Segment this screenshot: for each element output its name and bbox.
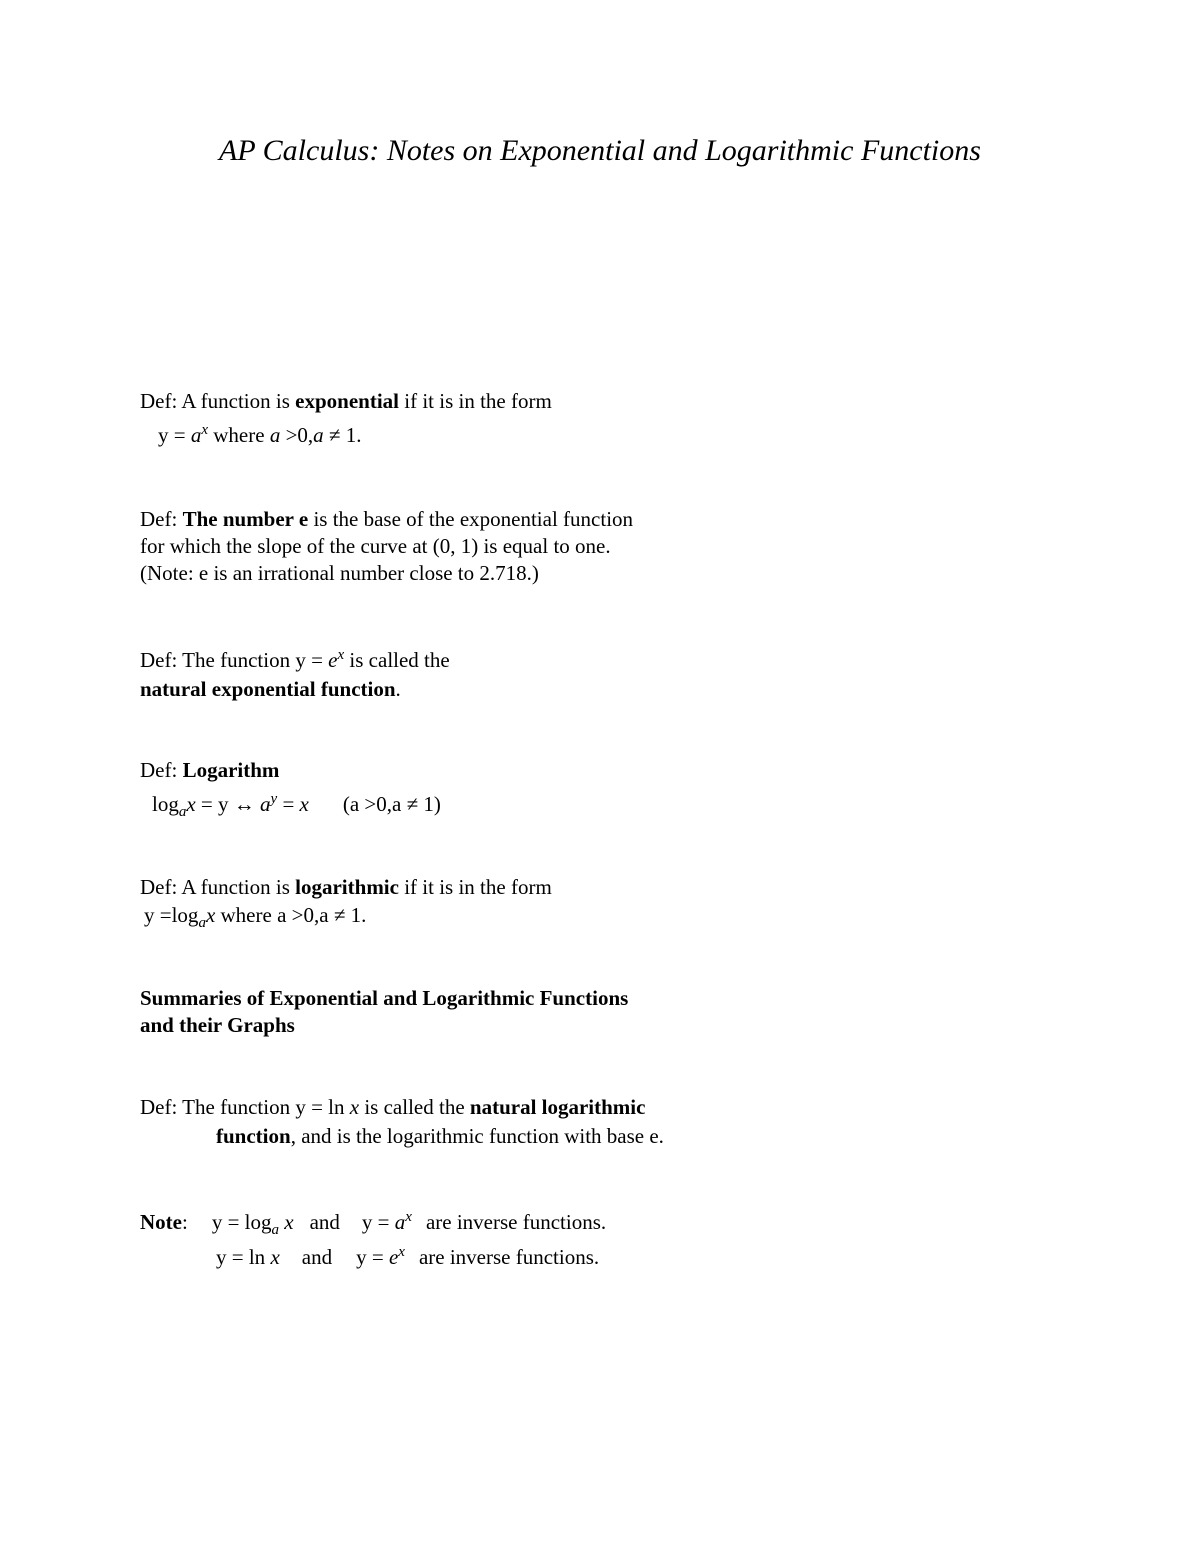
formula-eq: = <box>168 423 191 447</box>
note-r2-e: e <box>388 1245 399 1269</box>
log-subscript: a <box>178 804 187 820</box>
def-log-formula <box>152 791 441 820</box>
logarithmic-subscript: a <box>198 915 206 931</box>
def-natural-log-line1 <box>140 1094 645 1120</box>
def-natural-log-eq: = ln <box>305 1095 350 1119</box>
log-eq1: = y ↔ <box>195 792 261 816</box>
note-r1-y2: y <box>361 1210 373 1234</box>
note-r1-a: a <box>394 1210 406 1234</box>
log-condition: (a >0,a ≠ 1) <box>342 792 441 816</box>
note-r2-y2: y <box>356 1245 367 1269</box>
def-log-term: Logarithm <box>182 758 280 782</box>
def-exponential-prefix: Def: A function is <box>140 389 296 413</box>
note-r1-y: y <box>211 1210 223 1234</box>
def-exponential-term: exponential <box>295 389 399 413</box>
note-r2-eq: = ln <box>226 1245 271 1269</box>
def-natural-exp-y: y <box>295 648 306 672</box>
def-natural-exp-line1 <box>140 647 450 673</box>
note-colon: : <box>181 1210 188 1234</box>
note-r2-exponent: x <box>398 1244 405 1260</box>
log-exponent: y <box>270 791 278 807</box>
def-natural-log-mid: is called the <box>359 1095 470 1119</box>
formula-cond-mid: >0, <box>280 423 314 447</box>
def-natural-exp-prefix: Def: The function <box>140 648 296 672</box>
def-log-prefix: Def: <box>140 758 183 782</box>
def-natural-exp-base: e <box>328 648 338 672</box>
def-log-line1 <box>140 757 279 783</box>
def-e-term: The number e <box>182 507 309 531</box>
note-label: Note <box>140 1210 182 1234</box>
def-natural-exp-suffix: is called the <box>344 648 450 672</box>
def-e-line1 <box>140 506 633 532</box>
note-r1-end: are inverse functions. <box>425 1210 607 1234</box>
def-natural-log-term1: natural logarithmic <box>469 1095 646 1119</box>
def-logarithmic-prefix: Def: A function is <box>140 875 296 899</box>
logarithmic-y: y <box>144 903 155 927</box>
def-exponential-suffix: if it is in the form <box>399 389 552 413</box>
def-e-suffix: is the base of the exponential function <box>308 507 634 531</box>
def-logarithmic-line1 <box>140 874 552 900</box>
def-logarithmic-term: logarithmic <box>295 875 399 899</box>
note-r1-subscript: a <box>271 1222 280 1238</box>
def-natural-exp-end: . <box>395 677 401 701</box>
logarithmic-x: x <box>205 903 216 927</box>
def-logarithmic-formula <box>144 902 367 931</box>
def-e-line3: (Note: e is an irrational number close to 2.718.) <box>140 561 539 585</box>
summary-heading-line1: Summaries of Exponential and Logarithmic Functions <box>140 986 629 1010</box>
note-r2-and: and <box>301 1245 333 1269</box>
note-row2 <box>216 1244 599 1270</box>
def-natural-exp-term: natural exponential function <box>140 677 396 701</box>
def-exponential-formula <box>158 422 361 448</box>
note-r1-and: and <box>309 1210 340 1234</box>
formula-cond-a2: a <box>313 423 324 447</box>
note-r1-exponent: x <box>405 1209 412 1225</box>
log-a: a <box>260 792 271 816</box>
note-r2-y: y <box>216 1245 227 1269</box>
note-r1-eq: = log <box>222 1210 272 1234</box>
def-natural-exp-eq: = <box>305 648 329 672</box>
log-eq2: = <box>277 792 300 816</box>
log-x: x <box>186 792 196 816</box>
def-natural-log-suffix: , and is the logarithmic function with base e. <box>290 1124 664 1148</box>
formula-cond-end: ≠ 1. <box>323 423 362 447</box>
def-natural-log-y: y <box>295 1095 306 1119</box>
note-r2-eq2: = <box>366 1245 389 1269</box>
def-natural-log-x: x <box>349 1095 360 1119</box>
log-word: log <box>152 792 179 816</box>
summary-heading-line2: and their Graphs <box>140 1013 295 1037</box>
formula-y: y <box>158 423 169 447</box>
def-natural-exp-exponent: x <box>337 647 345 663</box>
logarithmic-eq: =log <box>154 903 199 927</box>
def-natural-exp-line2 <box>140 676 401 702</box>
logarithmic-where: where <box>215 903 278 927</box>
def-natural-log-term2: function <box>216 1124 291 1148</box>
formula-base: a <box>190 423 202 447</box>
note-row1 <box>140 1209 607 1238</box>
log-x2: x <box>299 792 309 816</box>
def-logarithmic-suffix: if it is in the form <box>398 875 552 899</box>
page-title: AP Calculus: Notes on Exponential and Logarithmic Functions <box>219 134 981 167</box>
note-r2-x: x <box>270 1245 280 1269</box>
logarithmic-condition: a >0,a ≠ 1. <box>277 903 367 927</box>
formula-cond-a1: a <box>269 423 281 447</box>
note-r2-end: are inverse functions. <box>418 1245 600 1269</box>
def-natural-log-prefix: Def: The function <box>140 1095 296 1119</box>
def-e-prefix: Def: <box>140 507 183 531</box>
note-r1-x: x <box>279 1210 294 1234</box>
def-exponential-line <box>140 388 552 414</box>
def-natural-log-line2 <box>216 1123 664 1149</box>
def-e-line2: for which the slope of the curve at (0, 1) is equal to one. <box>140 534 611 558</box>
formula-exponent: x <box>201 422 209 438</box>
note-r1-eq2: = <box>372 1210 395 1234</box>
formula-where: where <box>208 423 270 447</box>
